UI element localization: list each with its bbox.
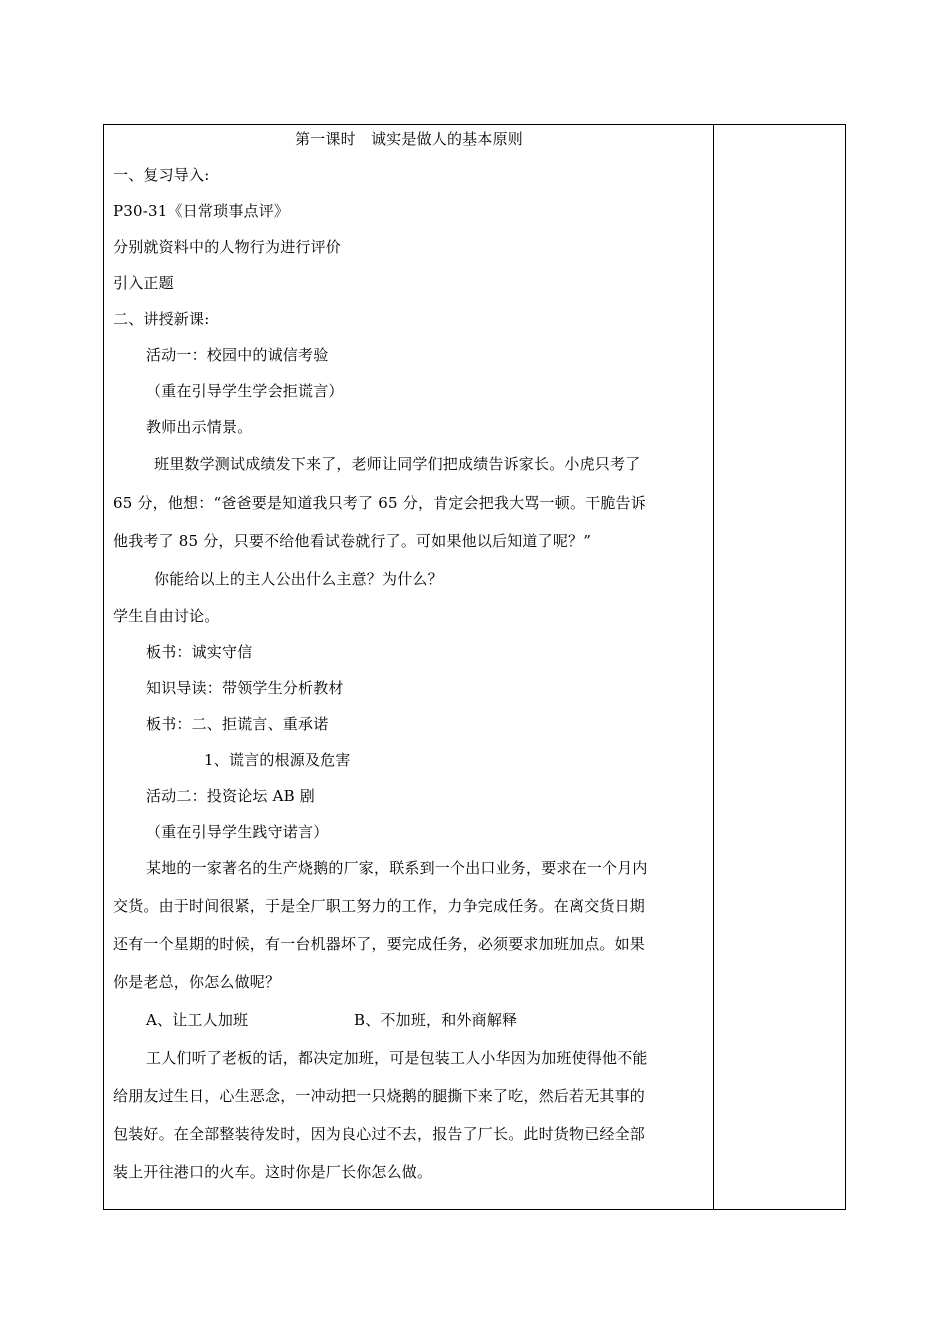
section-heading-new-lesson: 二、讲授新课: <box>113 310 210 328</box>
lesson-table <box>103 124 846 1210</box>
section-heading-review: 一、复习导入: <box>113 166 210 184</box>
scenario-line: 给朋友过生日，心生恶念，一冲动把一只烧鹅的腿撕下来了吃，然后若无其事的 <box>113 1087 646 1105</box>
board-note-line: 板书：诚实守信 <box>146 643 253 661</box>
scenario-line: 装上开往港口的火车。这时你是厂长你怎么做。 <box>113 1163 433 1181</box>
question-line: 你能给以上的主人公出什么主意？为什么？ <box>154 570 443 588</box>
scenario-line: 还有一个星期的时候，有一台机器坏了，要完成任务，必须要求加班加点。如果 <box>113 935 646 953</box>
activity-two-heading: 活动二：投资论坛 AB 剧 <box>146 787 315 805</box>
scenario-line: 你是老总，你怎么做呢？ <box>113 973 281 991</box>
lesson-title: 第一课时 诚实是做人的基本原则 <box>294 130 523 148</box>
text-line: 分别就资料中的人物行为进行评价 <box>113 238 342 256</box>
text-line: 引入正题 <box>113 274 174 292</box>
scenario-line: 工人们听了老板的话，都决定加班，可是包装工人小华因为加班使得他不能 <box>146 1049 648 1067</box>
scenario-line: 某地的一家著名的生产烧鹅的厂家，联系到一个出口业务，要求在一个月内 <box>146 859 648 877</box>
board-note-line: 板书：二、拒谎言、重承诺 <box>146 715 329 733</box>
text-line: P30-31《日常琐事点评》 <box>113 202 290 220</box>
activity-one-heading: 活动一：校园中的诚信考验 <box>146 346 329 364</box>
notes-column <box>714 125 845 1209</box>
scenario-line: 包装好。在全部整装待发时，因为良心过不去，报告了厂长。此时货物已经全部 <box>113 1125 646 1143</box>
text-line: 学生自由讨论。 <box>113 607 220 625</box>
text-line: 教师出示情景。 <box>146 418 253 436</box>
text-line: 知识导读：带领学生分析教材 <box>146 679 344 697</box>
story-line: 他我考了 85 分，只要不给他看试卷就行了。可如果他以后知道了呢？” <box>113 532 592 550</box>
story-line: 班里数学测试成绩发下来了，老师让同学们把成绩告诉家长。小虎只考了 <box>154 455 641 473</box>
story-line: 65 分，他想：“爸爸要是知道我只考了 65 分，肯定会把我大骂一顿。干脆告诉 <box>113 494 646 512</box>
board-subpoint-line: 1、谎言的根源及危害 <box>204 751 351 769</box>
text-line: （重在引导学生学会拒谎言） <box>146 382 344 400</box>
scenario-line: 交货。由于时间很紧，于是全厂职工努力的工作，力争完成任务。在离交货日期 <box>113 897 646 915</box>
text-line: （重在引导学生践守诺言） <box>146 823 329 841</box>
option-b: B、不加班，和外商解释 <box>354 1011 518 1029</box>
lesson-content-cell <box>104 125 714 1209</box>
option-a: A、让工人加班 <box>146 1011 249 1029</box>
